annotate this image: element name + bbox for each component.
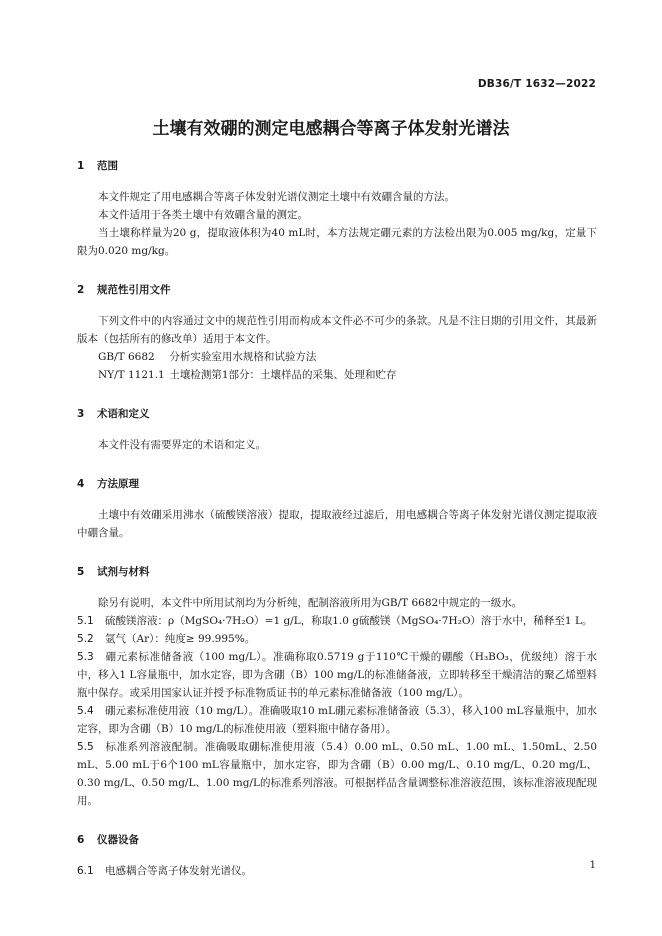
section-title: 仪器设备 [97, 834, 139, 846]
section-number: 1 [77, 160, 85, 172]
reference-code: GB/T 6682 [98, 351, 155, 363]
page-number: 1 [589, 860, 596, 871]
section-title: 术语和定义 [97, 408, 150, 420]
section-heading-scope [77, 158, 597, 174]
section-title: 方法原理 [97, 478, 139, 490]
clause [77, 612, 597, 630]
paragraph: 土壤中有效硼采用沸水（硫酸镁溶液）提取，提取液经过滤后，用电感耦合等离子体发射光谱仪测定提取液中硼含量。 [77, 509, 597, 539]
section-heading-principle [77, 476, 597, 492]
reference-title: 土壤检测第1部分：土壤样品的采集、处理和贮存 [169, 369, 397, 381]
section-number: 4 [77, 478, 85, 490]
paragraph: 当土壤称样量为20 g，提取液体积为40 mL时，本方法规定硼元素的方法检出限为0.005 mg/kg，定量下限为0.020 mg/kg。 [77, 227, 597, 257]
reference-title: 分析实验室用水规格和试验方法 [169, 351, 317, 363]
document-body [77, 158, 597, 880]
clause-text: 氩气（Ar）：纯度≥ 99.995%。 [105, 633, 256, 645]
clause-text: 电感耦合等离子体发射光谱仪。 [105, 865, 252, 877]
paragraph: 下列文件中的内容通过文中的规范性引用而构成本文件必不可少的条款。凡是不注日期的引用文件，其最新版本（包括所有的修改单）适用于本文件。 [77, 315, 597, 345]
paragraph: 除另有说明，本文件中所用试剂均为分析纯，配制溶液所用为GB/T 6682中规定的一级水。 [98, 597, 523, 609]
clause-number: 5.3 [77, 651, 94, 663]
standard-code: DB36/T 1632—2022 [477, 78, 596, 90]
clause [77, 738, 597, 810]
clause-text: 标准系列溶液配制。准确吸取硼标准使用液（5.4）0.00 mL、0.50 mL、1.00 mL、1.50mL、2.50 mL、5.00 mL于6个100 mL容量瓶中，加水定容，即为含硼（B）0.00 mg/L、0.10 mg/L、0.20 mg/L、0.30 mg/L、0.50 mg/L、1.00 mg/L的标准系列溶液。可根据样品含量调整标准溶液范围，该标准溶液现配现用。 [77, 741, 597, 807]
clause-number: 5.2 [77, 633, 94, 645]
reference-item [77, 348, 597, 366]
document-title: 土壤有效硼的测定电感耦合等离子体发射光谱法 [152, 119, 510, 139]
clause-number: 5.1 [77, 615, 94, 627]
reference-code: NY/T 1121.1 [98, 369, 165, 381]
section-title: 范围 [97, 160, 118, 172]
section-number: 3 [77, 408, 85, 420]
section-number: 2 [77, 284, 85, 296]
reference-item [77, 366, 597, 384]
section-number: 6 [77, 834, 85, 846]
clause [77, 862, 597, 880]
section-heading-terms [77, 406, 597, 422]
section-heading-reagents [77, 564, 597, 580]
clause-number: 6.1 [77, 865, 94, 877]
clause-number: 5.5 [77, 741, 94, 753]
clause-text: 硫酸镁溶液：ρ（MgSO₄·7H₂O）=1 g/L，称取1.0 g硫酸镁（MgSO₄·7H₂O）溶于水中，稀释至1 L。 [105, 615, 593, 627]
clause [77, 702, 597, 738]
section-heading-equipment [77, 832, 597, 848]
clause [77, 648, 597, 702]
clause-number: 5.4 [77, 705, 94, 717]
paragraph: 本文件规定了用电感耦合等离子体发射光谱仪测定土壤中有效硼含量的方法。 [98, 191, 455, 203]
section-title: 规范性引用文件 [97, 284, 171, 296]
clause [77, 630, 597, 648]
section-heading-normative-references [77, 282, 597, 298]
clause-text: 硼元素标准储备液（100 mg/L）。准确称取0.5719 g于110℃干燥的硼酸（H₃BO₃，优级纯）溶于水中，移入1 L容量瓶中，加水定容，即为含硼（B）100 mg/L的标准储备液，立即转移至干燥清洁的聚乙烯塑料瓶中保存。或采用国家认证并授予标准物质证书的单元素标准储备液（100 mg/L）。 [77, 651, 597, 699]
paragraph: 本文件适用于各类土壤中有效硼含量的测定。 [98, 209, 308, 221]
section-title: 试剂与材料 [97, 566, 150, 578]
paragraph: 本文件没有需要界定的术语和定义。 [98, 439, 266, 451]
clause-text: 硼元素标准使用液（10 mg/L）。准确吸取10 mL硼元素标准储备液（5.3），移入100 mL容量瓶中，加水定容，即为含硼（B）10 mg/L的标准使用液（塑料瓶中储存备用）。 [77, 705, 597, 735]
section-number: 5 [77, 566, 85, 578]
